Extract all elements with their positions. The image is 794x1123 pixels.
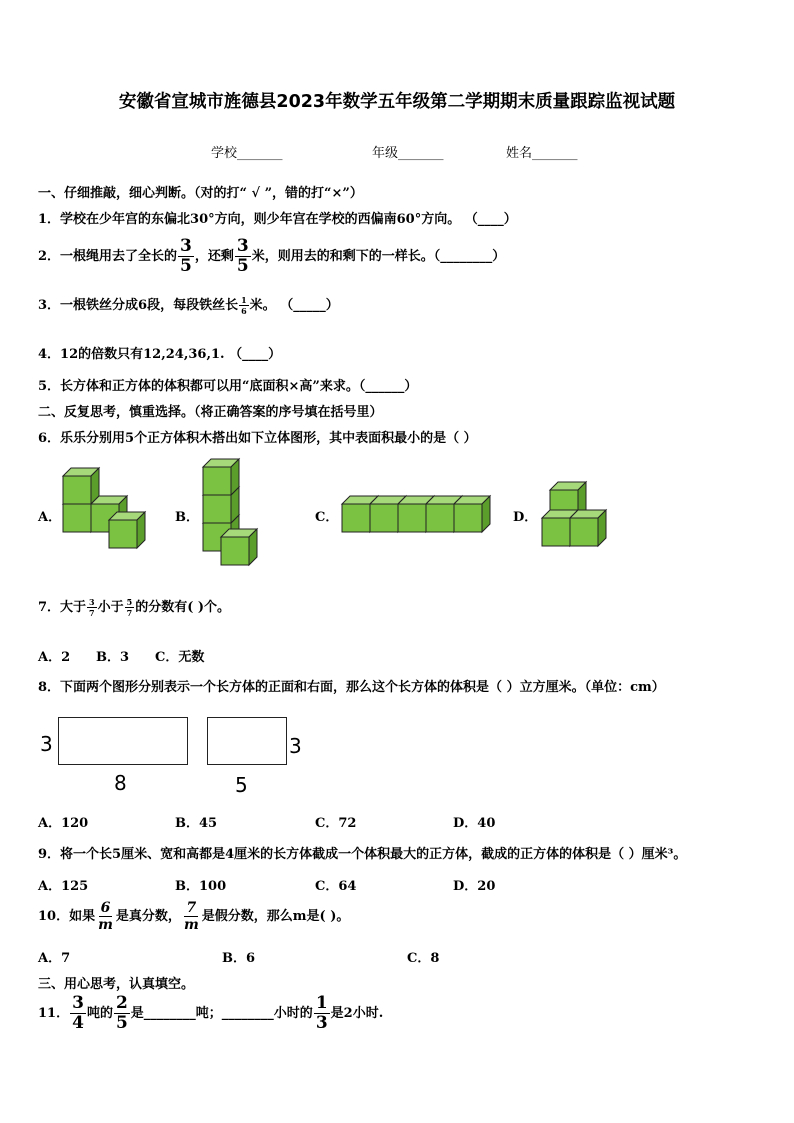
- q9-option-c[interactable]: C．64: [315, 879, 357, 894]
- q6-figure-d[interactable]: [538, 470, 618, 552]
- q3-f-num: 1: [241, 295, 247, 305]
- question-9: 9．将一个长5厘米、宽和高都是4厘米的长方体截成一个体积最大的正方体，截成的正方体的体积是（ ）厘米³。: [38, 847, 687, 862]
- school-blank: _______: [237, 146, 283, 161]
- q10-fraction-1: [96, 901, 115, 932]
- q10-option-b[interactable]: B．6: [222, 951, 256, 966]
- q2-text-b: ，还剩: [194, 249, 234, 264]
- q6-option-a-label[interactable]: A．: [38, 510, 62, 525]
- q2-f1-num: 3: [180, 236, 192, 256]
- grade-field[interactable]: [372, 142, 444, 161]
- q10-fraction-2: [182, 901, 201, 932]
- question-10: [38, 901, 349, 932]
- q7-option-b[interactable]: B．3: [96, 650, 130, 665]
- q10-f2-num: 7: [186, 900, 197, 916]
- page-title: 安徽省宣城市旌德县2023年数学五年级第二学期期末质量跟踪监视试题: [118, 92, 676, 112]
- q10-text-b: 是真分数，: [115, 909, 181, 924]
- section-2-heading: 二、反复思考，慎重选择。（将正确答案的序号填在括号里）: [38, 405, 383, 420]
- school-field[interactable]: [211, 142, 283, 161]
- q9-option-a[interactable]: A．125: [38, 879, 89, 894]
- q10-option-c[interactable]: C．8: [407, 951, 440, 966]
- cube-face: [203, 467, 231, 495]
- q11-f3-num: 1: [315, 993, 328, 1013]
- q11-text-a: 11．: [38, 1006, 70, 1021]
- figure-b-cubes: [203, 459, 257, 565]
- q7-fraction-2: [125, 598, 135, 617]
- q2-text-a: 2．一根绳用去了全长的: [38, 249, 178, 264]
- q11-f1-den: 4: [72, 1013, 84, 1033]
- question-6: 6．乐乐分别用5个正方体积木搭出如下立体图形，其中表面积最小的是（ ）: [38, 431, 477, 446]
- q10-option-a[interactable]: A．7: [38, 951, 71, 966]
- cube-face: [370, 504, 398, 532]
- section-3-heading: 三、用心思考，认真填空。: [38, 977, 195, 992]
- q7-text-a: 7．大于: [38, 600, 87, 615]
- q8-side-face: [207, 717, 287, 765]
- q11-f2-den: 5: [115, 1013, 128, 1033]
- q11-text-b: 吨的: [86, 1006, 113, 1021]
- q8-option-b[interactable]: B．45: [175, 816, 218, 831]
- q9-option-b[interactable]: B．100: [175, 879, 227, 894]
- q6-figure-b[interactable]: [195, 455, 285, 575]
- cube-face: [426, 504, 454, 532]
- cube-face: [570, 518, 598, 546]
- q3-f-den: 6: [241, 306, 247, 316]
- q11-fraction-1: [70, 995, 86, 1032]
- q3-text-b: 米。 （_____）: [249, 298, 339, 313]
- q7-text-c: 的分数有( )个。: [135, 600, 231, 615]
- q8-option-c[interactable]: C．72: [315, 816, 357, 831]
- cube-face: [63, 504, 91, 532]
- q8-front-length: 8: [114, 771, 127, 795]
- q7-f2-den: 7: [126, 608, 133, 618]
- school-label: 学校: [211, 146, 238, 161]
- question-4: 4．12的倍数只有12,24,36,1. （____）: [38, 347, 282, 362]
- cube-face: [109, 520, 137, 548]
- q8-side-height: 3: [289, 734, 302, 758]
- q8-side-width: 5: [235, 773, 248, 797]
- q3-fraction: [239, 296, 249, 315]
- q6-option-c-label[interactable]: C．: [315, 510, 339, 525]
- cube-face: [63, 476, 91, 504]
- question-1: 1．学校在少年宫的东偏北30°方向，则少年宫在学校的西偏南60°方向。 （____）: [38, 212, 517, 227]
- q8-front-height: 3: [40, 732, 53, 756]
- q11-f2-num: 2: [115, 993, 128, 1013]
- q8-option-a[interactable]: A．120: [38, 816, 89, 831]
- q2-f2-num: 3: [236, 236, 249, 256]
- q7-option-a[interactable]: A．2: [38, 650, 71, 665]
- q7-text-b: 小于: [97, 600, 124, 615]
- q10-f1-den: m: [98, 917, 113, 933]
- q11-fraction-2: [114, 995, 130, 1032]
- question-8: 8．下面两个图形分别表示一个长方体的正面和右面，那么这个长方体的体积是（ ）立方厘米。（单位：cm）: [38, 680, 665, 695]
- q8-front-face: [58, 717, 188, 765]
- q2-f1-den: 5: [180, 256, 192, 276]
- q3-text-a: 3．一根铁丝分成6段，每段铁丝长: [38, 298, 239, 313]
- q6-option-b-label[interactable]: B．: [175, 510, 199, 525]
- grade-blank: _______: [398, 146, 444, 161]
- q2-fraction-1: [178, 238, 194, 275]
- q10-text-c: 是假分数，那么m是( )。: [201, 909, 350, 924]
- q10-f2-den: m: [183, 917, 199, 933]
- q11-f3-den: 3: [315, 1013, 328, 1033]
- question-5: 5．长方体和正方体的体积都可以用“底面积×高”来求。（______）: [38, 379, 418, 394]
- question-2: [38, 238, 505, 275]
- figure-a-cubes: [63, 468, 145, 548]
- q10-text-a: 10．如果: [38, 909, 96, 924]
- section-1-heading: 一、仔细推敲，细心判断。（对的打“ √ ”，错的打“×”）: [38, 186, 363, 201]
- name-label: 姓名: [506, 146, 533, 161]
- q6-option-d-label[interactable]: D．: [513, 510, 538, 525]
- q7-fraction-1: [87, 598, 97, 617]
- q7-f2-num: 5: [126, 597, 133, 607]
- q6-figure-c[interactable]: [338, 488, 498, 536]
- q2-fraction-2: [235, 238, 251, 275]
- name-field[interactable]: [506, 142, 578, 161]
- figure-c-cubes: [342, 496, 490, 532]
- name-blank: _______: [532, 146, 578, 161]
- q7-option-c[interactable]: C．无数: [155, 650, 205, 665]
- grade-label: 年级: [372, 146, 399, 161]
- cube-face: [398, 504, 426, 532]
- question-7: [38, 596, 230, 617]
- question-3: [38, 294, 339, 315]
- q7-f1-num: 3: [89, 597, 95, 607]
- q9-option-d[interactable]: D．20: [453, 879, 496, 894]
- question-11: [38, 995, 383, 1032]
- cube-face: [542, 518, 570, 546]
- q10-f1-num: 6: [100, 900, 111, 916]
- q11-fraction-3: [314, 995, 330, 1032]
- cube-face: [454, 504, 482, 532]
- figure-d-cubes: [542, 482, 606, 546]
- q8-option-d[interactable]: D．40: [453, 816, 496, 831]
- q7-f1-den: 7: [89, 608, 95, 618]
- cube-face: [342, 504, 370, 532]
- q2-text-c: 米，则用去的和剩下的一样长。（________）: [251, 249, 506, 264]
- cube-face: [221, 537, 249, 565]
- cube-face: [203, 495, 231, 523]
- q2-f2-den: 5: [236, 256, 249, 276]
- q6-figure-a[interactable]: [55, 468, 165, 553]
- q11-text-c: 是________吨；________小时的: [130, 1006, 313, 1021]
- q11-f1-num: 3: [72, 993, 84, 1013]
- q11-text-d: 是2小时.: [330, 1006, 384, 1021]
